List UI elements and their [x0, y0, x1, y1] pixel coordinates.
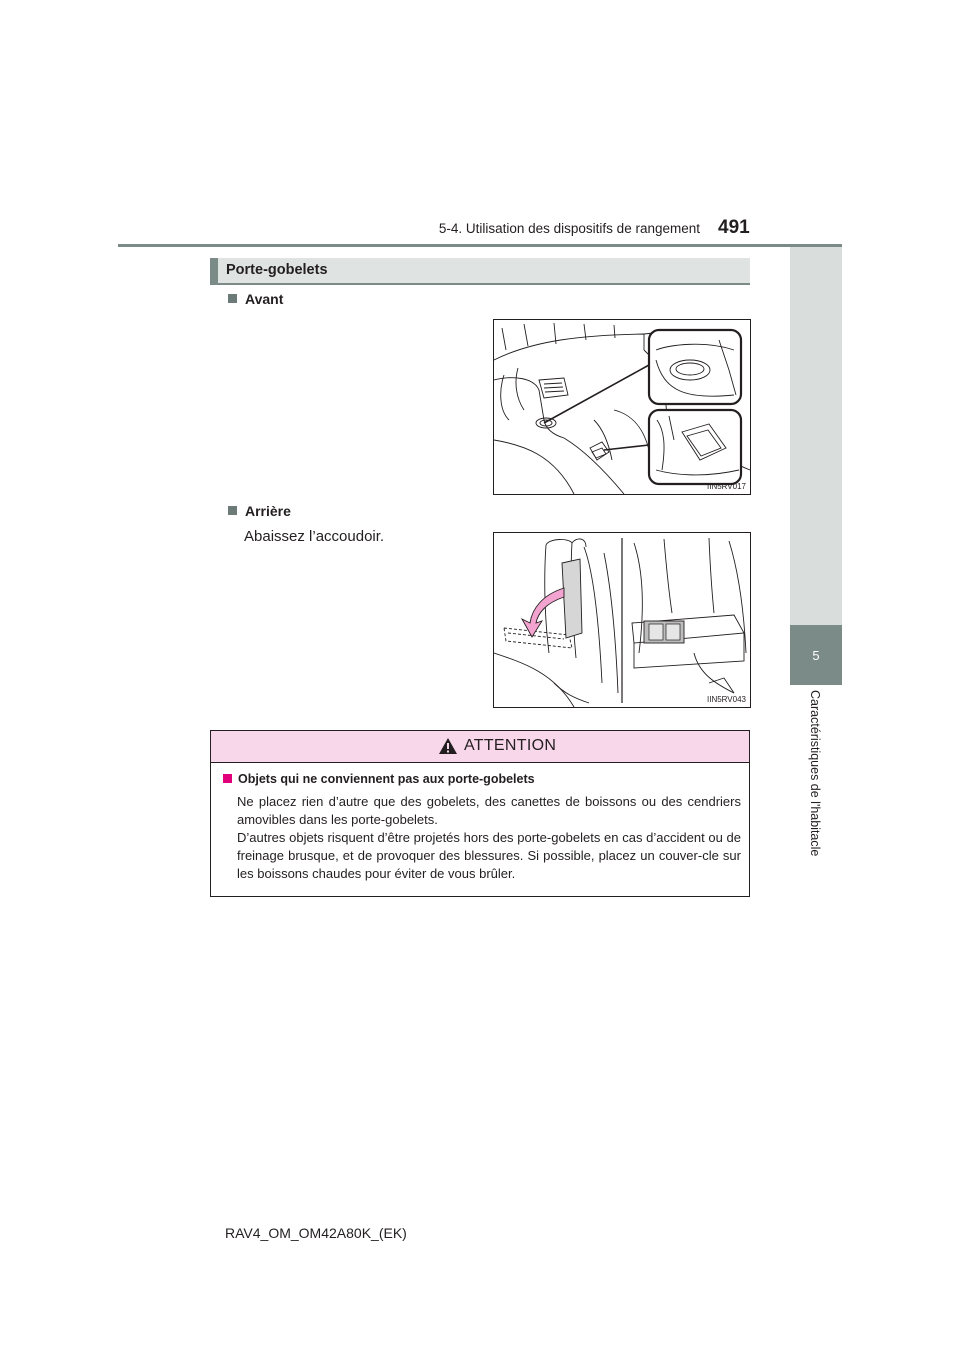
- front-console-illustration: [494, 320, 750, 494]
- header-section-title: 5-4. Utilisation des dispositifs de rangement: [438, 221, 700, 236]
- chapter-title: Caractéristiques de l'habitacle: [808, 690, 822, 857]
- figure-front-code: IIN5RV017: [707, 482, 746, 491]
- section-title: Porte-gobelets: [226, 262, 328, 278]
- page-number: 491: [718, 217, 750, 238]
- subheading-rear: [228, 503, 291, 519]
- bullet-square-icon: [228, 294, 237, 303]
- warning-header: [211, 731, 749, 763]
- rear-armrest-illustration: [494, 533, 750, 707]
- figure-rear-cup-holders: [493, 532, 751, 708]
- warning-box: [210, 730, 750, 897]
- subheading-rear-label: Arrière: [245, 503, 291, 519]
- side-tab-strip: [790, 247, 842, 625]
- warning-subheading-label: Objets qui ne conviennent pas aux porte-gobelets: [238, 772, 535, 786]
- section-bar-accent: [210, 258, 218, 283]
- warning-title: ATTENTION: [464, 737, 557, 754]
- rear-instruction: Abaissez l’accoudoir.: [244, 528, 385, 545]
- figure-rear-code: IIN5RV043: [707, 695, 746, 704]
- bullet-square-icon: [228, 506, 237, 515]
- warning-subheading: [223, 772, 535, 786]
- footer-doc-code: RAV4_OM_OM42A80K_(EK): [225, 1225, 407, 1241]
- subheading-front-label: Avant: [245, 291, 284, 307]
- header-rule: [118, 244, 842, 247]
- chapter-title-wrap: [790, 690, 842, 890]
- bullet-square-icon: [223, 774, 232, 783]
- warning-triangle-icon: [438, 737, 458, 755]
- figure-front-cup-holders: [493, 319, 751, 495]
- subheading-front: [228, 291, 283, 307]
- warning-paragraph: D’autres objets risquent d’être projetés hors des porte-gobelets en cas d’accident ou de freinage brusque, et de provoquer des blessures. Si possible, placez un couver-cle sur les boissons chaudes pour éviter de vous brûler.: [237, 830, 741, 881]
- chapter-number-tab: 5: [790, 625, 842, 685]
- warning-body: [237, 793, 741, 883]
- warning-paragraph: Ne placez rien d’autre que des gobelets, des canettes de boissons ou des cendriers amovibles dans les porte-gobelets.: [237, 794, 741, 827]
